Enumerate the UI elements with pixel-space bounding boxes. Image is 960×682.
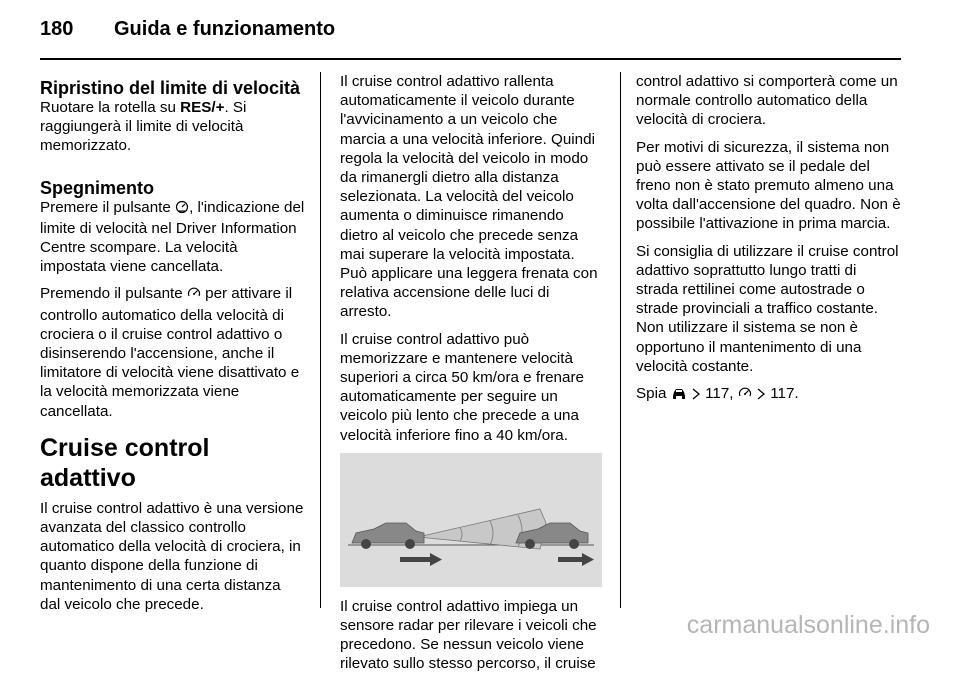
heading-speed-limit-restore: Ripristino del limite di velocità (40, 78, 301, 98)
cruise-control-icon (738, 386, 752, 405)
column-2 (340, 72, 605, 682)
page-number: 180 (40, 18, 74, 40)
page-ref-arrow-icon[interactable] (756, 386, 766, 405)
cruise-control-icon (187, 286, 201, 305)
paragraph-switch-off-2: Premendo il pulsante per attivare il controllo automatico della velocità di crociera o il cruise control adattivo o disinserendo l'accensione, anche il limitatore di velocità viene disattivato e la velocità memorizzata viene cancellata. (40, 285, 300, 420)
paragraph-indicator-ref: Spia 117, 117. (636, 384, 901, 405)
radar-illustration (340, 453, 602, 587)
paragraph-acc-3: Il cruise control adattivo impiega un sensore radar per rilevare i veicoli che precedono. Se nessun veicolo viene rilevato sullo stesso percorso, il cruise (340, 597, 597, 673)
paragraph-acc-5: Per motivi di sicurezza, il sistema non può essere attivato se il pedale del freno non è stato premuto almeno una volta dall'accensione del quadro. Non è possibile l'attivazione in prima marcia. (636, 138, 901, 233)
paragraph-acc-4: control adattivo si comporterà come un normale controllo automatico della velocità di crociera. (636, 73, 898, 129)
column-divider-1 (320, 72, 321, 608)
column-3 (636, 72, 901, 413)
header-rule (40, 58, 901, 60)
watermark: carmanualsonline.info (686, 611, 930, 639)
heading-adaptive-cruise-control: Cruise control adattivo (40, 433, 210, 492)
page-header (40, 18, 335, 41)
paragraph-acc-2: Il cruise control adattivo può memorizzare e mantenere velocità superiori a circa 50 km/ora e frenare automaticamente per seguire un veicolo più lento che precede a una velocità inferiore fino a 40 km/ora. (340, 330, 584, 444)
column-divider-2 (620, 72, 621, 608)
paragraph-acc-1: Il cruise control adattivo rallenta automaticamente il veicolo durante l'avvicinamento a un veicolo che marcia a una velocità inferiore. Quindi regola la velocità del veicolo in modo da rimanergli dietro alla distanza selezionata. La velocità del veicolo aumenta o diminuisce rimanendo dietro al veicolo che precede senza mai superare la velocità impostata. Può applicare una leggera frenata con relativa accensione delle luci di arresto. (340, 73, 598, 321)
section-title: Guida e funzionamento (114, 18, 336, 40)
vehicle-ahead-icon (671, 386, 687, 405)
paragraph-speed-limit-restore: Ruotare la rotella su RES/+. Si raggiungerà il limite di velocità memorizzato. (40, 99, 247, 155)
paragraph-acc-intro: Il cruise control adattivo è una versione avanzata del classico controllo automatico della velocità di crociera, in quanto dispone della funzione di mantenimento di una certa distanza dal veicolo che precede. (40, 499, 304, 613)
page-ref-arrow-icon[interactable] (691, 386, 701, 405)
paragraph-switch-off-1: Premere il pulsante , l'indicazione del limite di velocità nel Driver Information Centre scompare. La velocità impostata viene cancellata. (40, 198, 305, 276)
heading-switch-off: Spegnimento (40, 177, 155, 198)
speed-limiter-icon (175, 200, 189, 219)
paragraph-acc-6: Si consiglia di utilizzare il cruise control adattivo soprattutto lungo tratti di strada rettilinei come autostrade o strade provinciali a traffico costante. Non utilizzare il sistema se non è opportuno il mantenimento di una velocità costante. (636, 242, 899, 375)
column-1 (40, 72, 305, 622)
